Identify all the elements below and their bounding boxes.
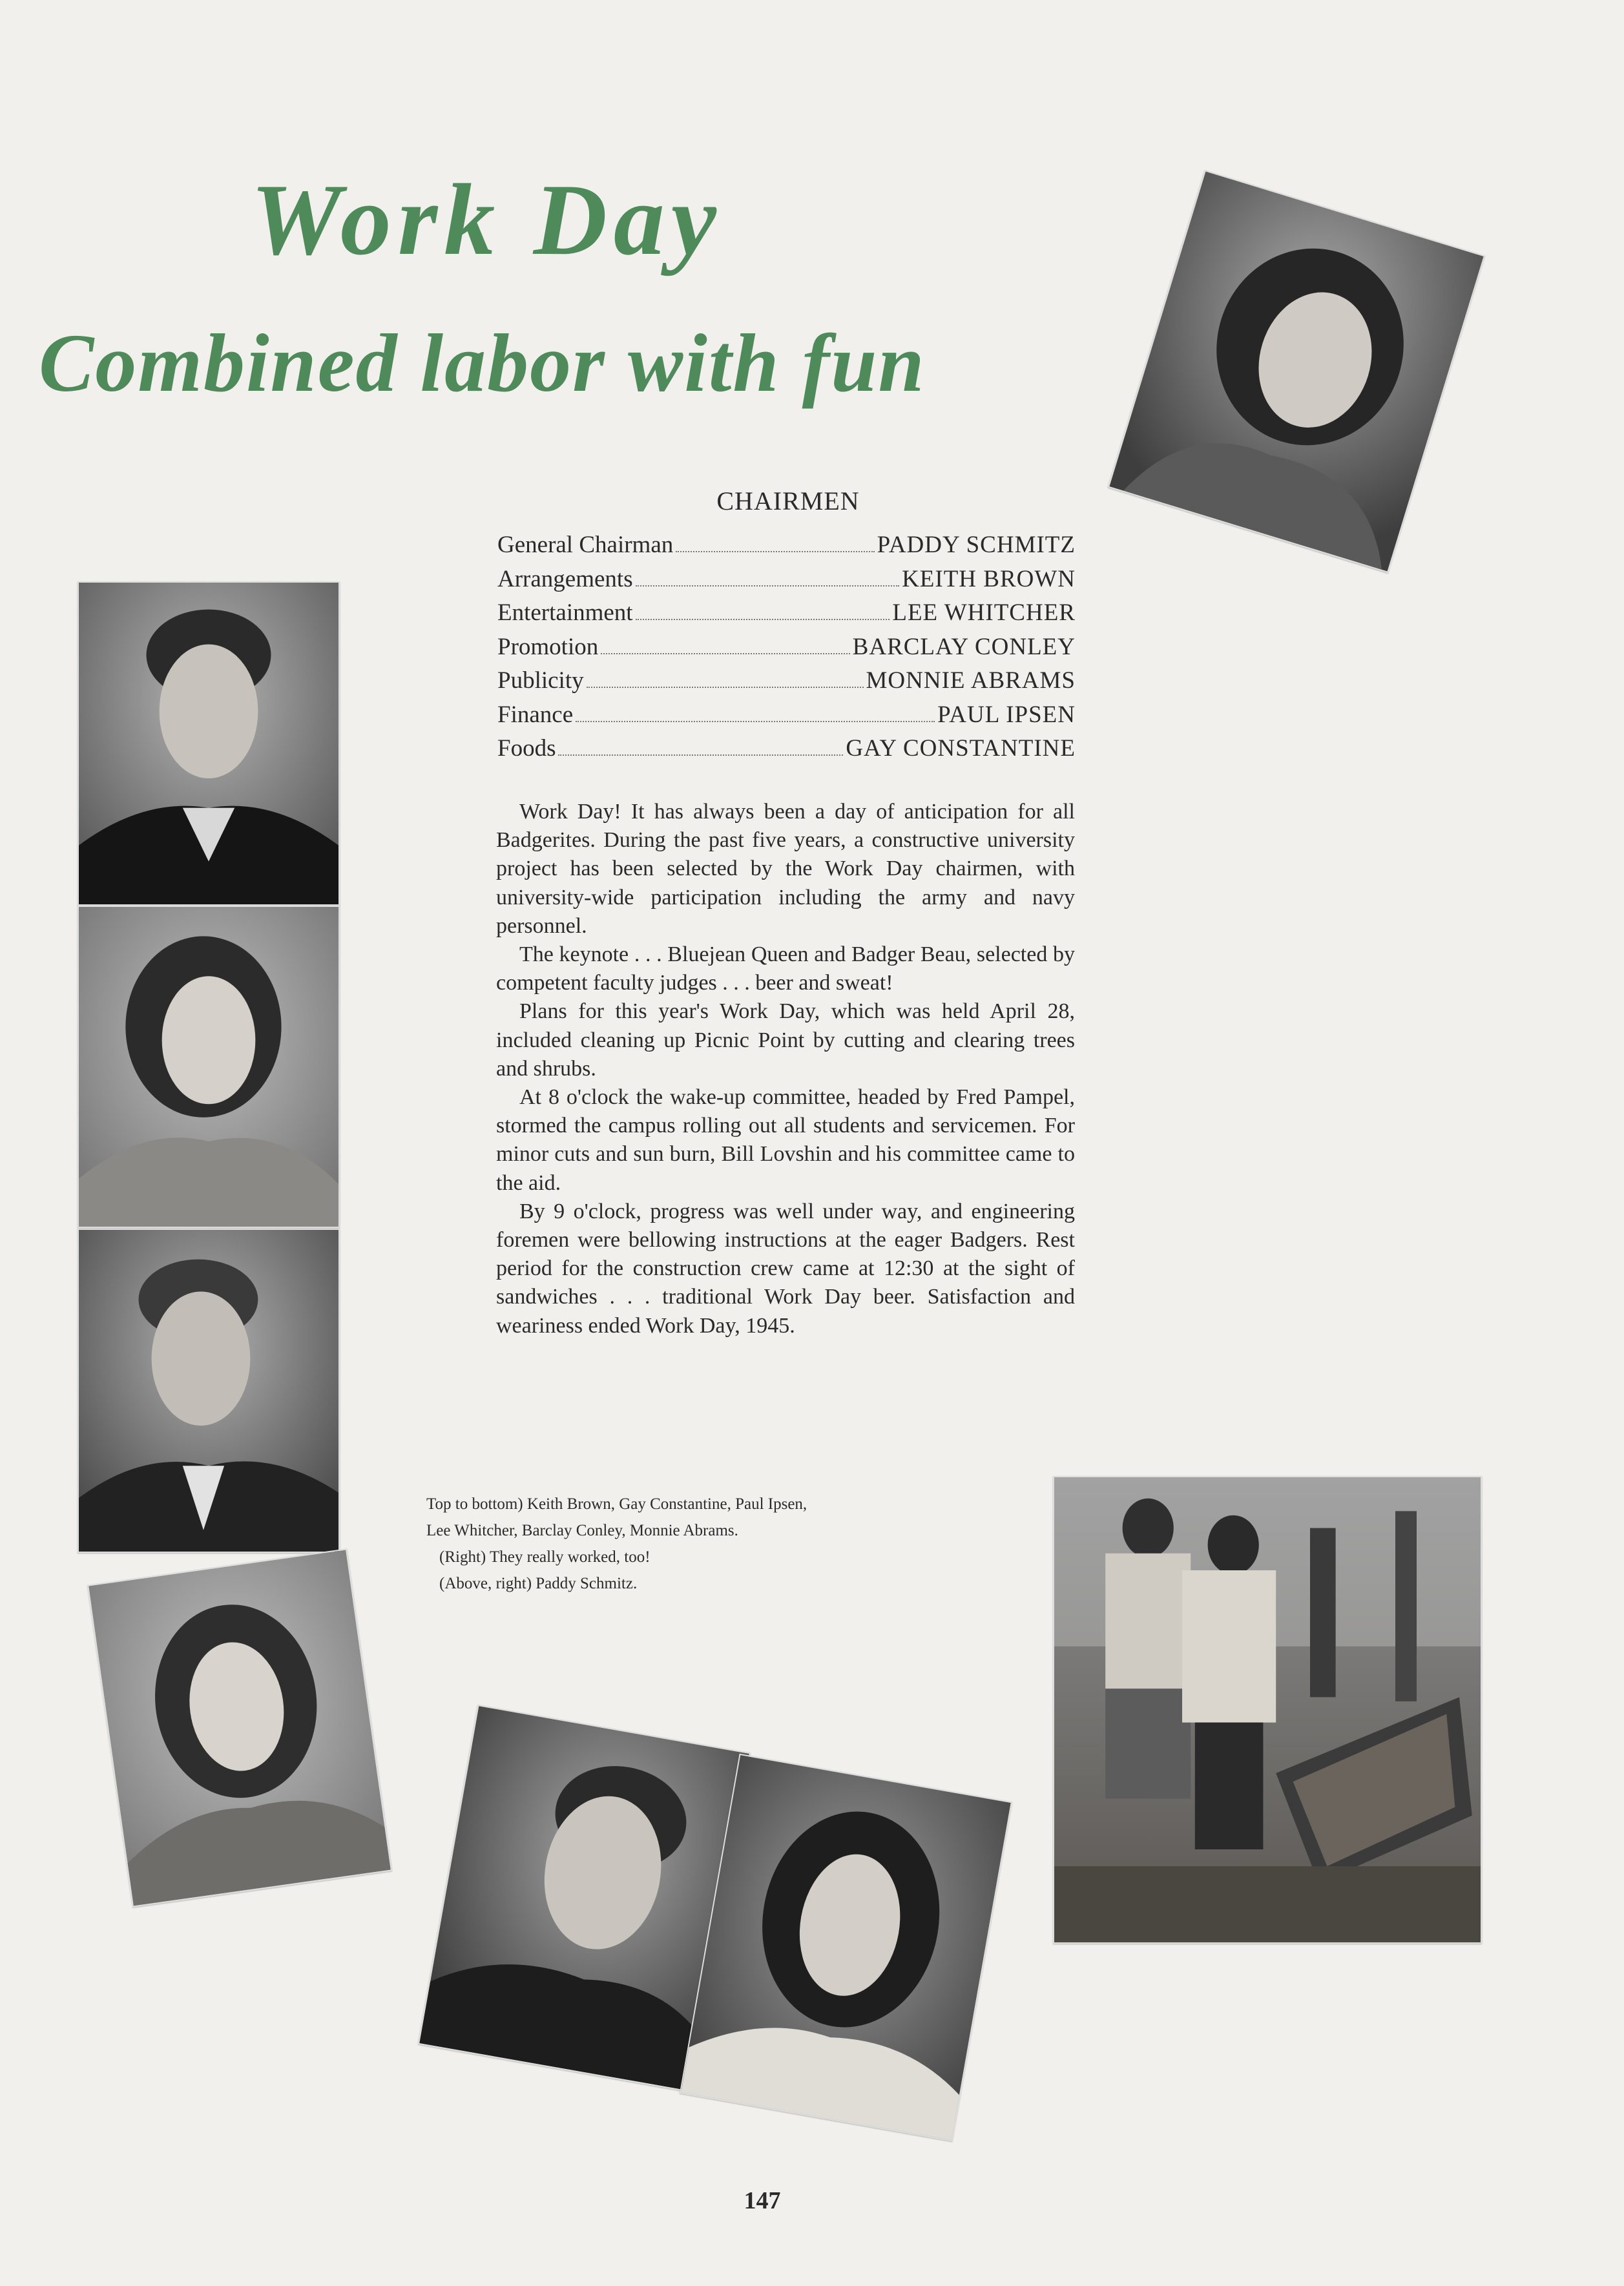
chairmen-list (497, 531, 1076, 769)
chairman-role: General Chairman (497, 532, 674, 558)
portrait-photo (78, 1229, 340, 1553)
article-paragraph: Work Day! It has always been a day of anticipation for all Badgerites. During the past five years, a constructive university project has been selected by the Work Day chairmen, with university-wide participation including the army and navy personnel. (496, 800, 1075, 938)
chairman-role: Foods (497, 735, 556, 762)
chairman-row (497, 633, 1076, 667)
chairman-row (497, 531, 1076, 565)
page-subtitle: Combined labor with fun (39, 317, 926, 409)
portrait-photo (680, 1754, 1012, 2141)
chairman-row (497, 701, 1076, 735)
article-paragraph: At 8 o'clock the wake-up committee, headed by Fred Pampel, stormed the campus rolling out all students and servicemen. For minor cuts and sun burn, Bill Lovshin and his committee came to the aid. (496, 1085, 1075, 1195)
caption-line: (Above, right) Paddy Schmitz. (439, 1575, 638, 1592)
portrait-photo (78, 906, 340, 1228)
page-number: 147 (744, 2187, 781, 2214)
chairman-name: KEITH BROWN (902, 565, 1076, 592)
chairman-role: Finance (497, 701, 574, 728)
article-paragraph: The keynote . . . Bluejean Queen and Badger Beau, selected by competent faculty judges . . . beer and sweat! (496, 942, 1075, 995)
article-body (496, 798, 1075, 1340)
portrait-photo (87, 1548, 392, 1907)
chairman-role: Arrangements (497, 565, 633, 592)
portrait-photo (78, 581, 340, 906)
chairman-row (497, 599, 1076, 633)
caption-line: Top to bottom) Keith Brown, Gay Constantine, Paul Ipsen, Lee Whitcher, Barclay Conley, Monnie Abrams. (426, 1495, 807, 1539)
chairman-row (497, 565, 1076, 599)
leader-dots (587, 687, 864, 688)
chairman-row (497, 667, 1076, 701)
article-paragraph: Plans for this year's Work Day, which was held April 28, included cleaning up Picnic Point by cutting and clearing trees and shrubs. (496, 999, 1075, 1081)
leader-dots (576, 721, 935, 722)
chairmen-heading: CHAIRMEN (716, 486, 860, 515)
portrait-photo (1108, 170, 1485, 573)
leader-dots (676, 551, 874, 552)
chairman-name: MONNIE ABRAMS (866, 667, 1076, 694)
leader-dots (558, 754, 843, 756)
caption-line: (Right) They really worked, too! (439, 1548, 651, 1566)
chairman-name: BARCLAY CONLEY (852, 633, 1076, 660)
chairman-role: Entertainment (497, 599, 633, 626)
chairman-name: PAUL IPSEN (937, 701, 1076, 728)
work-scene-photo (1053, 1476, 1482, 1944)
leader-dots (636, 585, 899, 587)
page-title: Work Day (251, 163, 723, 276)
chairman-name: PADDY SCHMITZ (877, 532, 1076, 558)
chairman-name: LEE WHITCHER (892, 599, 1076, 626)
chairman-role: Promotion (497, 633, 599, 660)
article-paragraph: By 9 o'clock, progress was well under way, and engineering foremen were bellowing instructions at the eager Badgers. Rest period for the construction crew came at 12:30 at the sight of sandwiches . . . traditional Work Day beer. Satisfaction and weariness ended Work Day, 1945. (496, 1199, 1075, 1338)
leader-dots (601, 653, 849, 654)
leader-dots (636, 619, 890, 620)
photo-caption (426, 1491, 814, 1597)
chairman-name: GAY CONSTANTINE (846, 735, 1076, 762)
chairman-role: Publicity (497, 667, 584, 694)
chairman-row (497, 734, 1076, 769)
